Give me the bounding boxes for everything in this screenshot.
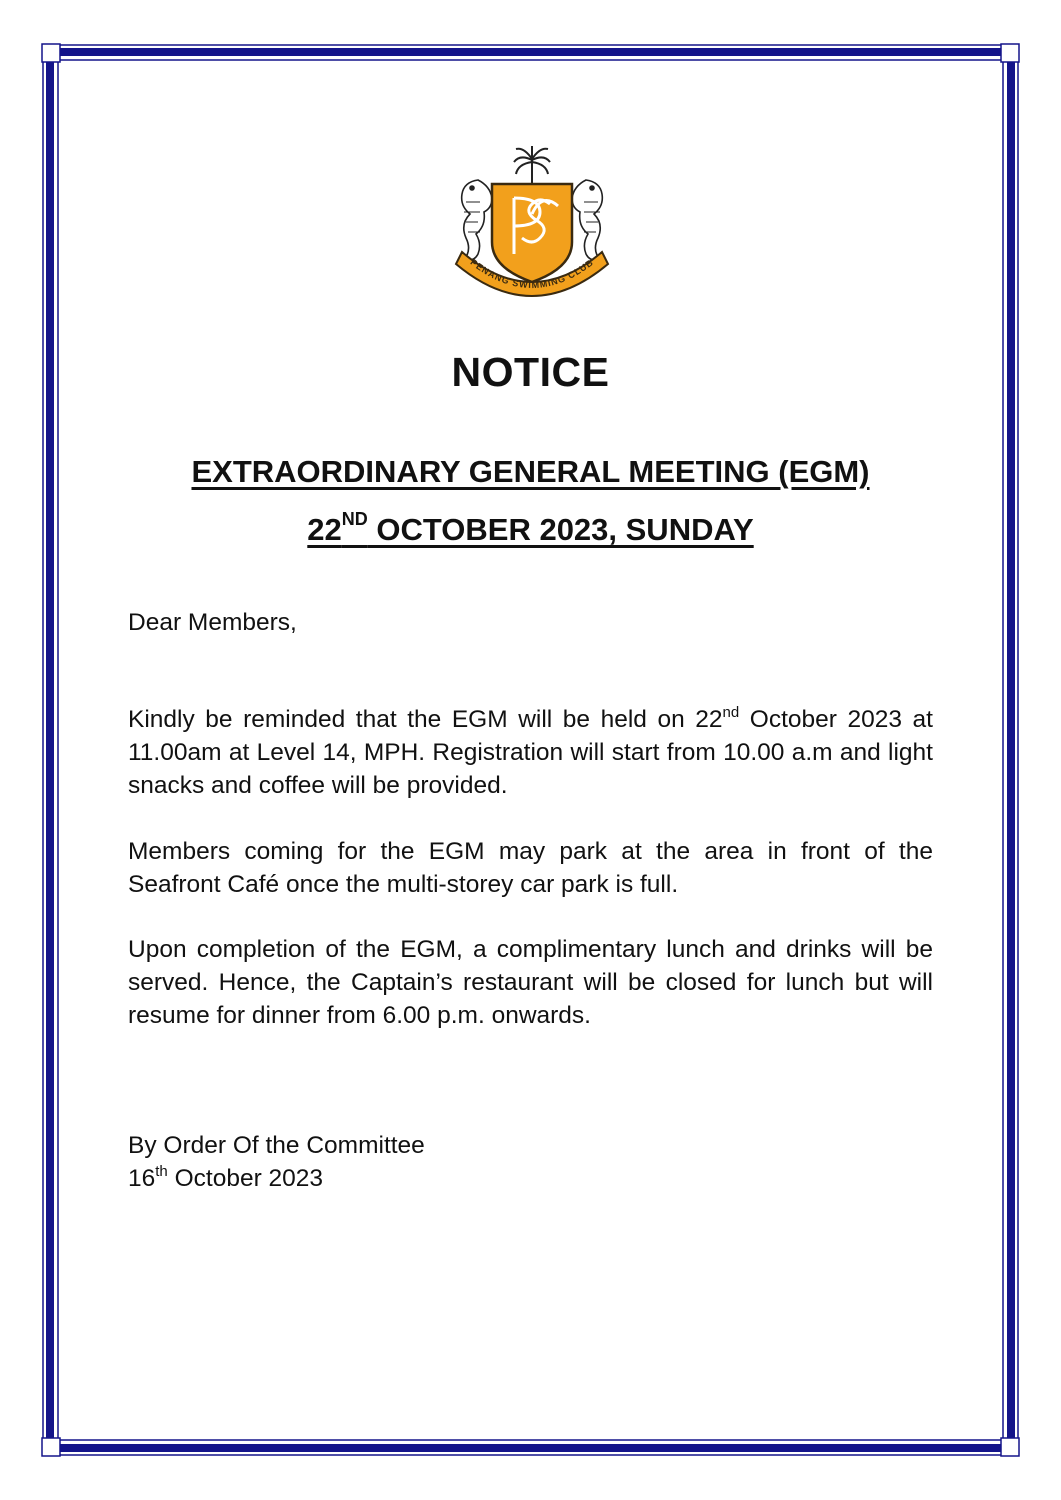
club-crest-logo bbox=[448, 140, 616, 302]
paragraph-schedule-part2: October 2023 at 11.00am at Level 14, MPH. Registration will start from 10.00 a.m and light snacks and coffee will be provided. bbox=[128, 706, 933, 799]
page-title: NOTICE bbox=[451, 349, 610, 395]
notice-date-rest: October 2023 bbox=[167, 1165, 324, 1192]
meeting-date bbox=[0, 509, 1061, 548]
notice-date-sup: th bbox=[155, 1163, 168, 1180]
palm-tree-icon bbox=[514, 146, 550, 184]
crest-ribbon-text: PENANG SWIMMING CLUB bbox=[468, 257, 596, 291]
notice-date-day: 16 bbox=[128, 1165, 156, 1192]
notice-date bbox=[128, 1162, 933, 1195]
crest-shield bbox=[492, 184, 572, 282]
paragraph-parking: Members coming for the EGM may park at the area in front of the Seafront Café once the multi-storey car park is full. bbox=[128, 838, 933, 898]
paragraph-lunch: Upon completion of the EGM, a complimentary lunch and drinks will be served. Hence, the Captain’s restaurant will be closed for lunch but will resume for dinner from 6.00 p.m. onwards. bbox=[128, 936, 933, 1029]
meeting-date-suffix: ND bbox=[341, 509, 368, 529]
signoff: By Order Of the Committee bbox=[128, 1132, 425, 1159]
paragraph-schedule-sup: nd bbox=[722, 704, 740, 721]
seahorse-left-icon bbox=[462, 180, 492, 260]
salutation: Dear Members, bbox=[128, 609, 297, 636]
paragraph-schedule-part1: Kindly be reminded that the EGM will be held on 22 bbox=[128, 706, 723, 733]
paragraph-schedule bbox=[128, 703, 933, 802]
seahorse-right-icon bbox=[572, 180, 602, 260]
meeting-date-day: 22 bbox=[307, 512, 342, 547]
meeting-title: EXTRAORDINARY GENERAL MEETING (EGM) bbox=[191, 454, 870, 489]
meeting-date-rest: OCTOBER 2023, SUNDAY bbox=[367, 512, 754, 547]
